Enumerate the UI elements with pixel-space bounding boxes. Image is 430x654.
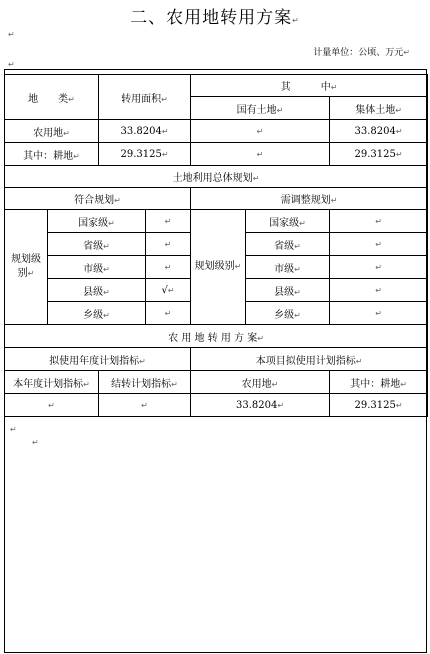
project-indicator-header: 本项目拟使用计划指标↵ [191,348,428,371]
carry-over-header: 结转计划指标↵ [99,371,191,394]
paragraph-mark: ↵ [10,425,17,434]
paragraph-mark: ↵ [8,30,15,39]
row-collective: 29.3125↵ [330,143,428,166]
row-label: 农用地↵ [5,120,99,143]
carry-over-value: ↵ [99,394,191,417]
conform-level: 省级↵ [48,233,146,256]
plan-level-label-right: 规划级别↵ [191,210,246,325]
adjust-mark: ↵ [330,210,428,233]
scheme-title: 农 用 地 转 用 方 案↵ [5,325,428,348]
paragraph-mark: ↵ [8,60,15,69]
row-collective: 33.8204↵ [330,120,428,143]
row-state: ↵ [191,143,330,166]
adjust-level: 乡级↵ [246,302,330,325]
adjust-level: 省级↵ [246,233,330,256]
conform-level: 国家级↵ [48,210,146,233]
conform-mark: ↵ [146,210,191,233]
plan-level-label-left: 规划级别↵ [5,210,48,325]
land-conversion-table [4,74,428,417]
header-land-type: 地 类↵ [5,75,99,120]
header-among: 其 中↵ [191,75,428,97]
adjust-level: 县级↵ [246,279,330,302]
unit-note: 计量单位：公顷、万元↵ [313,48,410,58]
row-state: ↵ [191,120,330,143]
conform-mark: √↵ [146,279,191,302]
header-transfer-area: 转用面积↵ [99,75,191,120]
annual-indicator-header: 拟使用年度计划指标↵ [5,348,191,371]
plan-adjust-header: 需调整规划↵ [191,188,428,210]
adjust-mark: ↵ [330,279,428,302]
conform-level: 乡级↵ [48,302,146,325]
adjust-mark: ↵ [330,256,428,279]
paragraph-mark: ↵ [32,438,39,447]
adjust-mark: ↵ [330,302,428,325]
farmland-header: 农用地↵ [191,371,330,394]
conform-level: 市级↵ [48,256,146,279]
adjust-level: 国家级↵ [246,210,330,233]
conform-level: 县级↵ [48,279,146,302]
current-year-header: 本年度计划指标↵ [5,371,99,394]
header-state-owned: 国有土地↵ [191,97,330,120]
row-label: 其中：耕地↵ [5,143,99,166]
page-title: 二、农用地转用方案↵ [130,8,300,28]
row-area: 29.3125↵ [99,143,191,166]
row-area: 33.8204↵ [99,120,191,143]
plan-conform-header: 符合规划↵ [5,188,191,210]
table-row [5,143,428,166]
adjust-level: 市级↵ [246,256,330,279]
conform-mark: ↵ [146,256,191,279]
conform-mark: ↵ [146,233,191,256]
table-row [5,120,428,143]
cultivated-header: 其中：耕地↵ [330,371,428,394]
conform-mark: ↵ [146,302,191,325]
plan-title: 土地利用总体规划↵ [5,166,428,188]
current-year-value: ↵ [5,394,99,417]
header-collective: 集体土地↵ [330,97,428,120]
adjust-mark: ↵ [330,233,428,256]
farmland-value: 33.8204↵ [191,394,330,417]
cultivated-value: 29.3125↵ [330,394,428,417]
